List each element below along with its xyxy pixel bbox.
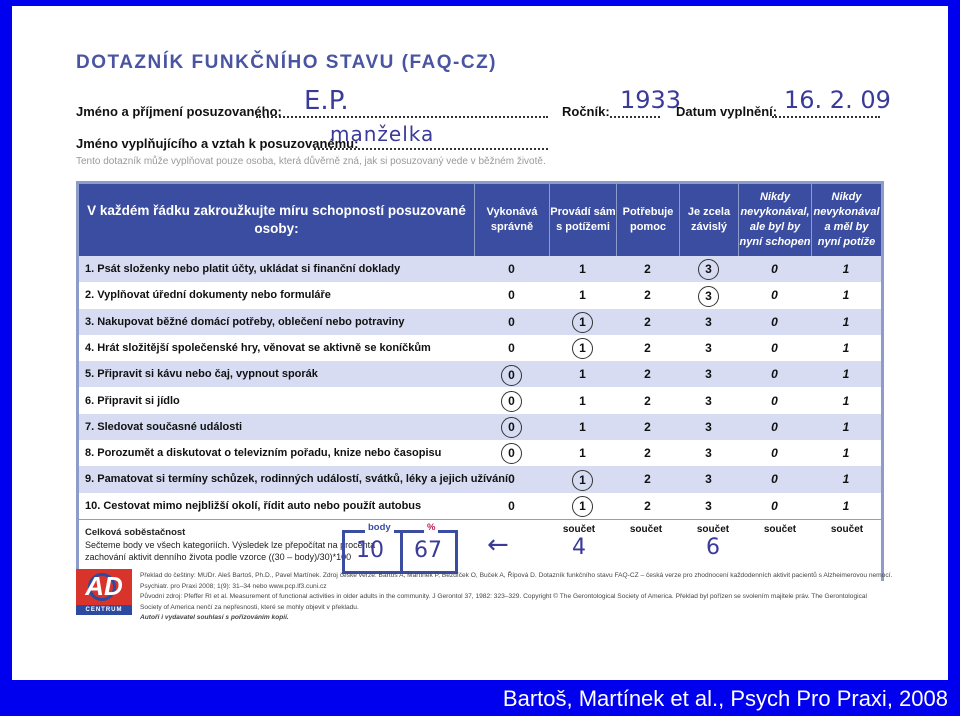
table-row — [79, 282, 881, 308]
score-option-3[interactable] — [616, 414, 679, 440]
pct-value: 67 — [414, 538, 442, 563]
score-option-4[interactable] — [679, 440, 738, 466]
score-value: 0 — [508, 314, 515, 329]
row-label: 8. Porozumět a diskutovat o televizním pořadu, knize nebo časopisu — [85, 447, 442, 460]
score-value: 2 — [644, 367, 651, 382]
table-instruction: V každém řádku zakroužkujte míru schopností posuzované osoby: — [87, 203, 466, 236]
sum-label: součet — [562, 524, 596, 535]
citation-caption: Bartoš, Martínek et al., Psych Pro Praxi, 2008 — [502, 686, 948, 711]
score-option-1[interactable] — [474, 388, 549, 414]
score-value: 2 — [644, 393, 651, 408]
credit-line: Society of America nenčí za nepřesnosti, které se mohly objevit v překladu. — [140, 603, 359, 611]
score-option-1[interactable] — [474, 493, 549, 519]
score-option-1[interactable] — [474, 335, 549, 361]
score-option-2[interactable] — [549, 335, 616, 361]
score-value: 1 — [842, 314, 850, 329]
score-option-4[interactable] — [679, 414, 738, 440]
sum-cell — [616, 524, 676, 535]
logo-subtext: CENTRUM — [76, 605, 132, 615]
summary-line1: Sečteme body ve všech kategoriích. Výsledek lze přepočítat na procenta — [85, 540, 376, 550]
row-label: 7. Sledovat současné události — [85, 420, 243, 433]
score-value: 1 — [842, 498, 850, 513]
score-option-6[interactable] — [811, 256, 881, 282]
row-label: 2. Vyplňovat úřední dokumenty nebo formuláře — [85, 289, 331, 302]
score-option-3[interactable] — [616, 335, 679, 361]
score-option-2[interactable] — [549, 466, 616, 492]
score-value: 0 — [771, 314, 778, 329]
score-option-2[interactable] — [549, 414, 616, 440]
circled-score: 3 — [698, 259, 719, 280]
circled-score: 0 — [501, 391, 522, 412]
score-option-3[interactable] — [616, 440, 679, 466]
score-value: 0 — [508, 262, 515, 276]
score-value: 0 — [771, 288, 778, 303]
score-option-4[interactable] — [679, 256, 738, 282]
date-value: 16. 2. 09 — [784, 86, 891, 114]
sum-label: součet — [830, 524, 864, 535]
row-label: 6. Připravit si jídlo — [85, 394, 180, 407]
score-option-2[interactable] — [549, 282, 616, 308]
arrow-mark: ← — [487, 530, 509, 560]
score-value: 1 — [579, 446, 586, 461]
sum-label: součet — [696, 524, 730, 535]
score-value: 1 — [842, 262, 850, 276]
score-value: 1 — [842, 393, 850, 408]
score-option-3[interactable] — [616, 493, 679, 519]
summary-text — [85, 526, 375, 563]
score-value: 0 — [771, 419, 778, 434]
sum-value: 6 — [706, 535, 720, 560]
score-option-6[interactable] — [811, 414, 881, 440]
pct-header: % — [424, 522, 438, 533]
circled-score: 1 — [572, 338, 593, 359]
column-header-4: Je zcela závislý — [679, 184, 738, 256]
score-option-3[interactable] — [616, 309, 679, 335]
table-row — [79, 388, 881, 414]
row-label: 1. Psát složenky nebo platit účty, ukládat si finanční doklady — [85, 263, 401, 275]
score-value: 1 — [842, 288, 850, 303]
sum-label: součet — [629, 524, 663, 535]
score-value: 2 — [644, 314, 651, 329]
filler-dots — [314, 148, 548, 150]
score-option-4[interactable] — [679, 466, 738, 492]
score-value: 1 — [842, 340, 850, 355]
score-value: 3 — [705, 419, 712, 434]
sum-cell — [817, 524, 877, 535]
score-option-5[interactable] — [738, 309, 811, 335]
score-option-5[interactable] — [738, 466, 811, 492]
score-value: 0 — [508, 288, 515, 303]
score-option-1[interactable] — [474, 440, 549, 466]
score-value: 3 — [705, 472, 712, 487]
score-value: 1 — [579, 419, 586, 434]
table-row — [79, 440, 881, 466]
filler-label: Jméno vyplňujícího a vztah k posuzovanému: — [76, 136, 359, 151]
score-value: 2 — [644, 419, 651, 434]
date-label: Datum vyplnění: — [676, 104, 778, 119]
sum-label: součet — [763, 524, 797, 535]
credit-line: Psychiatr. pro Praxi 2008; 1(9): 31–34 nebo www.pcp.lf3.cuni.cz — [140, 582, 327, 590]
row-label: 5. Připravit si kávu nebo čaj, vypnout sporák — [85, 368, 318, 381]
credit-line: Překlad do češtiny: MUDr. Aleš Bartoš, Ph.D., Pavel Martínek. Zdroj české verze: Bartoš A, Martínek P, Bezdíček O, Buček A, Řípová D. Dotazník funkčního stavu FAQ-CZ – česká verze pro zhodnocení každodenních aktivit pacientů s Alzheimerovou nemocí. — [140, 572, 893, 579]
score-value: 1 — [579, 288, 586, 303]
score-option-3[interactable] — [616, 256, 679, 282]
score-option-3[interactable] — [616, 466, 679, 492]
score-value: 3 — [705, 314, 712, 329]
score-option-3[interactable] — [616, 282, 679, 308]
circled-score: 1 — [572, 470, 593, 491]
credits-block — [140, 571, 940, 624]
score-option-5[interactable] — [738, 335, 811, 361]
score-value: 2 — [644, 498, 651, 513]
score-option-2[interactable] — [549, 440, 616, 466]
score-option-5[interactable] — [738, 414, 811, 440]
column-header-1: Vykonává správně — [474, 184, 549, 256]
table-row — [79, 493, 881, 519]
score-option-1[interactable] — [474, 282, 549, 308]
column-header-2: Provádí sám s potížemi — [549, 184, 616, 256]
year-dots — [610, 116, 660, 118]
faq-table — [76, 181, 884, 581]
year-value: 1933 — [620, 86, 682, 114]
score-option-6[interactable] — [811, 361, 881, 387]
score-option-5[interactable] — [738, 493, 811, 519]
score-value: 1 — [842, 446, 850, 461]
score-value: 0 — [771, 446, 778, 461]
score-option-5[interactable] — [738, 361, 811, 387]
sum-value: 4 — [572, 535, 586, 560]
credit-line: Autoři i vydavatel souhlasí s pořizováním kopií. — [140, 614, 289, 621]
circled-score: 3 — [698, 286, 719, 307]
table-row — [79, 466, 881, 492]
column-header-5: Nikdy nevykonával, ale byl by nyní schopen — [738, 184, 811, 256]
circled-score: 1 — [572, 312, 593, 333]
column-header-3: Potřebuje pomoc — [616, 184, 679, 256]
score-value: 0 — [771, 367, 778, 382]
table-row — [79, 414, 881, 440]
score-value: 3 — [705, 393, 712, 408]
questionnaire-sheet — [12, 6, 948, 680]
table-row — [79, 256, 881, 282]
score-option-4[interactable] — [679, 361, 738, 387]
score-value: 1 — [842, 472, 850, 487]
name-dots — [256, 116, 548, 118]
body-header: body — [365, 522, 394, 533]
filler-value: manželka — [330, 122, 435, 146]
table-row — [79, 309, 881, 335]
score-option-3[interactable] — [616, 388, 679, 414]
score-value: 0 — [771, 393, 778, 408]
summary-line2: zachování aktivit denního života podle vzorce ((30 – body)/30)*100 — [85, 552, 352, 562]
body-value: 10 — [356, 538, 384, 563]
score-option-4[interactable] — [679, 282, 738, 308]
score-value: 1 — [579, 393, 586, 408]
credit-line: Původní zdroj: Pfeffer RI et al. Measurement of functional activities in older adults in the community. J Gerontol 37, 1982: 323–329. Copyright © The Gerontological Society of America. Překlad byl pořízen se svolením majitele práv. The Gerontological — [140, 593, 868, 600]
score-option-5[interactable] — [738, 282, 811, 308]
circled-score: 0 — [501, 365, 522, 386]
score-value: 0 — [771, 498, 778, 513]
score-value: 0 — [771, 472, 778, 487]
row-label: 3. Nakupovat běžné domácí potřeby, oblečení nebo potraviny — [85, 315, 405, 328]
row-label: 10. Cestovat mimo nejbližší okolí, řídit auto nebo použít autobus — [85, 499, 422, 512]
score-option-2[interactable] — [549, 309, 616, 335]
score-option-6[interactable] — [811, 440, 881, 466]
score-option-6[interactable] — [811, 493, 881, 519]
score-option-6[interactable] — [811, 466, 881, 492]
score-option-4[interactable] — [679, 335, 738, 361]
score-value: 0 — [508, 498, 515, 513]
score-option-1[interactable] — [474, 361, 549, 387]
table-header — [79, 184, 881, 256]
score-value: 0 — [771, 262, 778, 276]
sum-cell — [750, 524, 810, 535]
date-dots — [772, 116, 880, 118]
score-value: 3 — [705, 340, 712, 355]
score-option-6[interactable] — [811, 335, 881, 361]
score-option-2[interactable] — [549, 361, 616, 387]
row-label: 9. Pamatovat si termíny schůzek, rodinných událostí, svátků, léky a jejich užívání — [85, 473, 509, 486]
score-option-1[interactable] — [474, 414, 549, 440]
score-value: 3 — [705, 498, 712, 513]
score-option-4[interactable] — [679, 309, 738, 335]
circled-score: 1 — [572, 496, 593, 517]
score-value: 1 — [842, 419, 850, 434]
instruction-note: Tento dotazník může vyplňovat pouze osoba, která důvěrně zná, jak si posuzovaný vede v běžném životě. — [76, 156, 546, 167]
table-row — [79, 361, 881, 387]
score-value: 0 — [508, 340, 515, 355]
score-option-2[interactable] — [549, 388, 616, 414]
score-option-5[interactable] — [738, 388, 811, 414]
score-value: 1 — [579, 262, 586, 276]
score-value: 1 — [842, 367, 850, 382]
score-option-6[interactable] — [811, 388, 881, 414]
score-option-1[interactable] — [474, 466, 549, 492]
score-option-1[interactable] — [474, 256, 549, 282]
score-option-4[interactable] — [679, 493, 738, 519]
score-option-2[interactable] — [549, 493, 616, 519]
logo-text: AD — [85, 571, 123, 601]
score-option-2[interactable] — [549, 256, 616, 282]
score-value: 3 — [705, 367, 712, 382]
circled-score: 0 — [501, 443, 522, 464]
row-label: 4. Hrát složitější společenské hry, věnovat se aktivně se koníčkům — [85, 341, 431, 354]
score-value: 2 — [644, 288, 651, 303]
summary-title: Celková soběstačnost — [85, 527, 186, 538]
score-option-5[interactable] — [738, 440, 811, 466]
score-option-5[interactable] — [738, 256, 811, 282]
score-value: 2 — [644, 340, 651, 355]
sum-cell — [549, 524, 609, 560]
score-value: 2 — [644, 446, 651, 461]
form-title: DOTAZNÍK FUNKČNÍHO STAVU (FAQ-CZ) — [76, 52, 498, 73]
sum-cell — [683, 524, 743, 560]
year-label: Ročník: — [562, 104, 610, 119]
score-option-3[interactable] — [616, 361, 679, 387]
score-option-6[interactable] — [811, 309, 881, 335]
column-header-6: Nikdy nevykonával a měl by nyní potíže — [811, 184, 881, 256]
table-row — [79, 335, 881, 361]
circled-score: 0 — [501, 417, 522, 438]
score-value: 1 — [579, 367, 586, 382]
score-option-1[interactable] — [474, 309, 549, 335]
name-value: E.P. — [304, 86, 349, 116]
score-value: 0 — [771, 340, 778, 355]
score-value: 2 — [644, 472, 651, 487]
name-label: Jméno a příjmení posuzovaného: — [76, 104, 282, 119]
ad-centrum-logo — [76, 569, 132, 613]
score-option-6[interactable] — [811, 282, 881, 308]
score-value: 0 — [508, 472, 515, 487]
score-option-4[interactable] — [679, 388, 738, 414]
score-value: 2 — [644, 262, 651, 276]
score-value: 3 — [705, 446, 712, 461]
